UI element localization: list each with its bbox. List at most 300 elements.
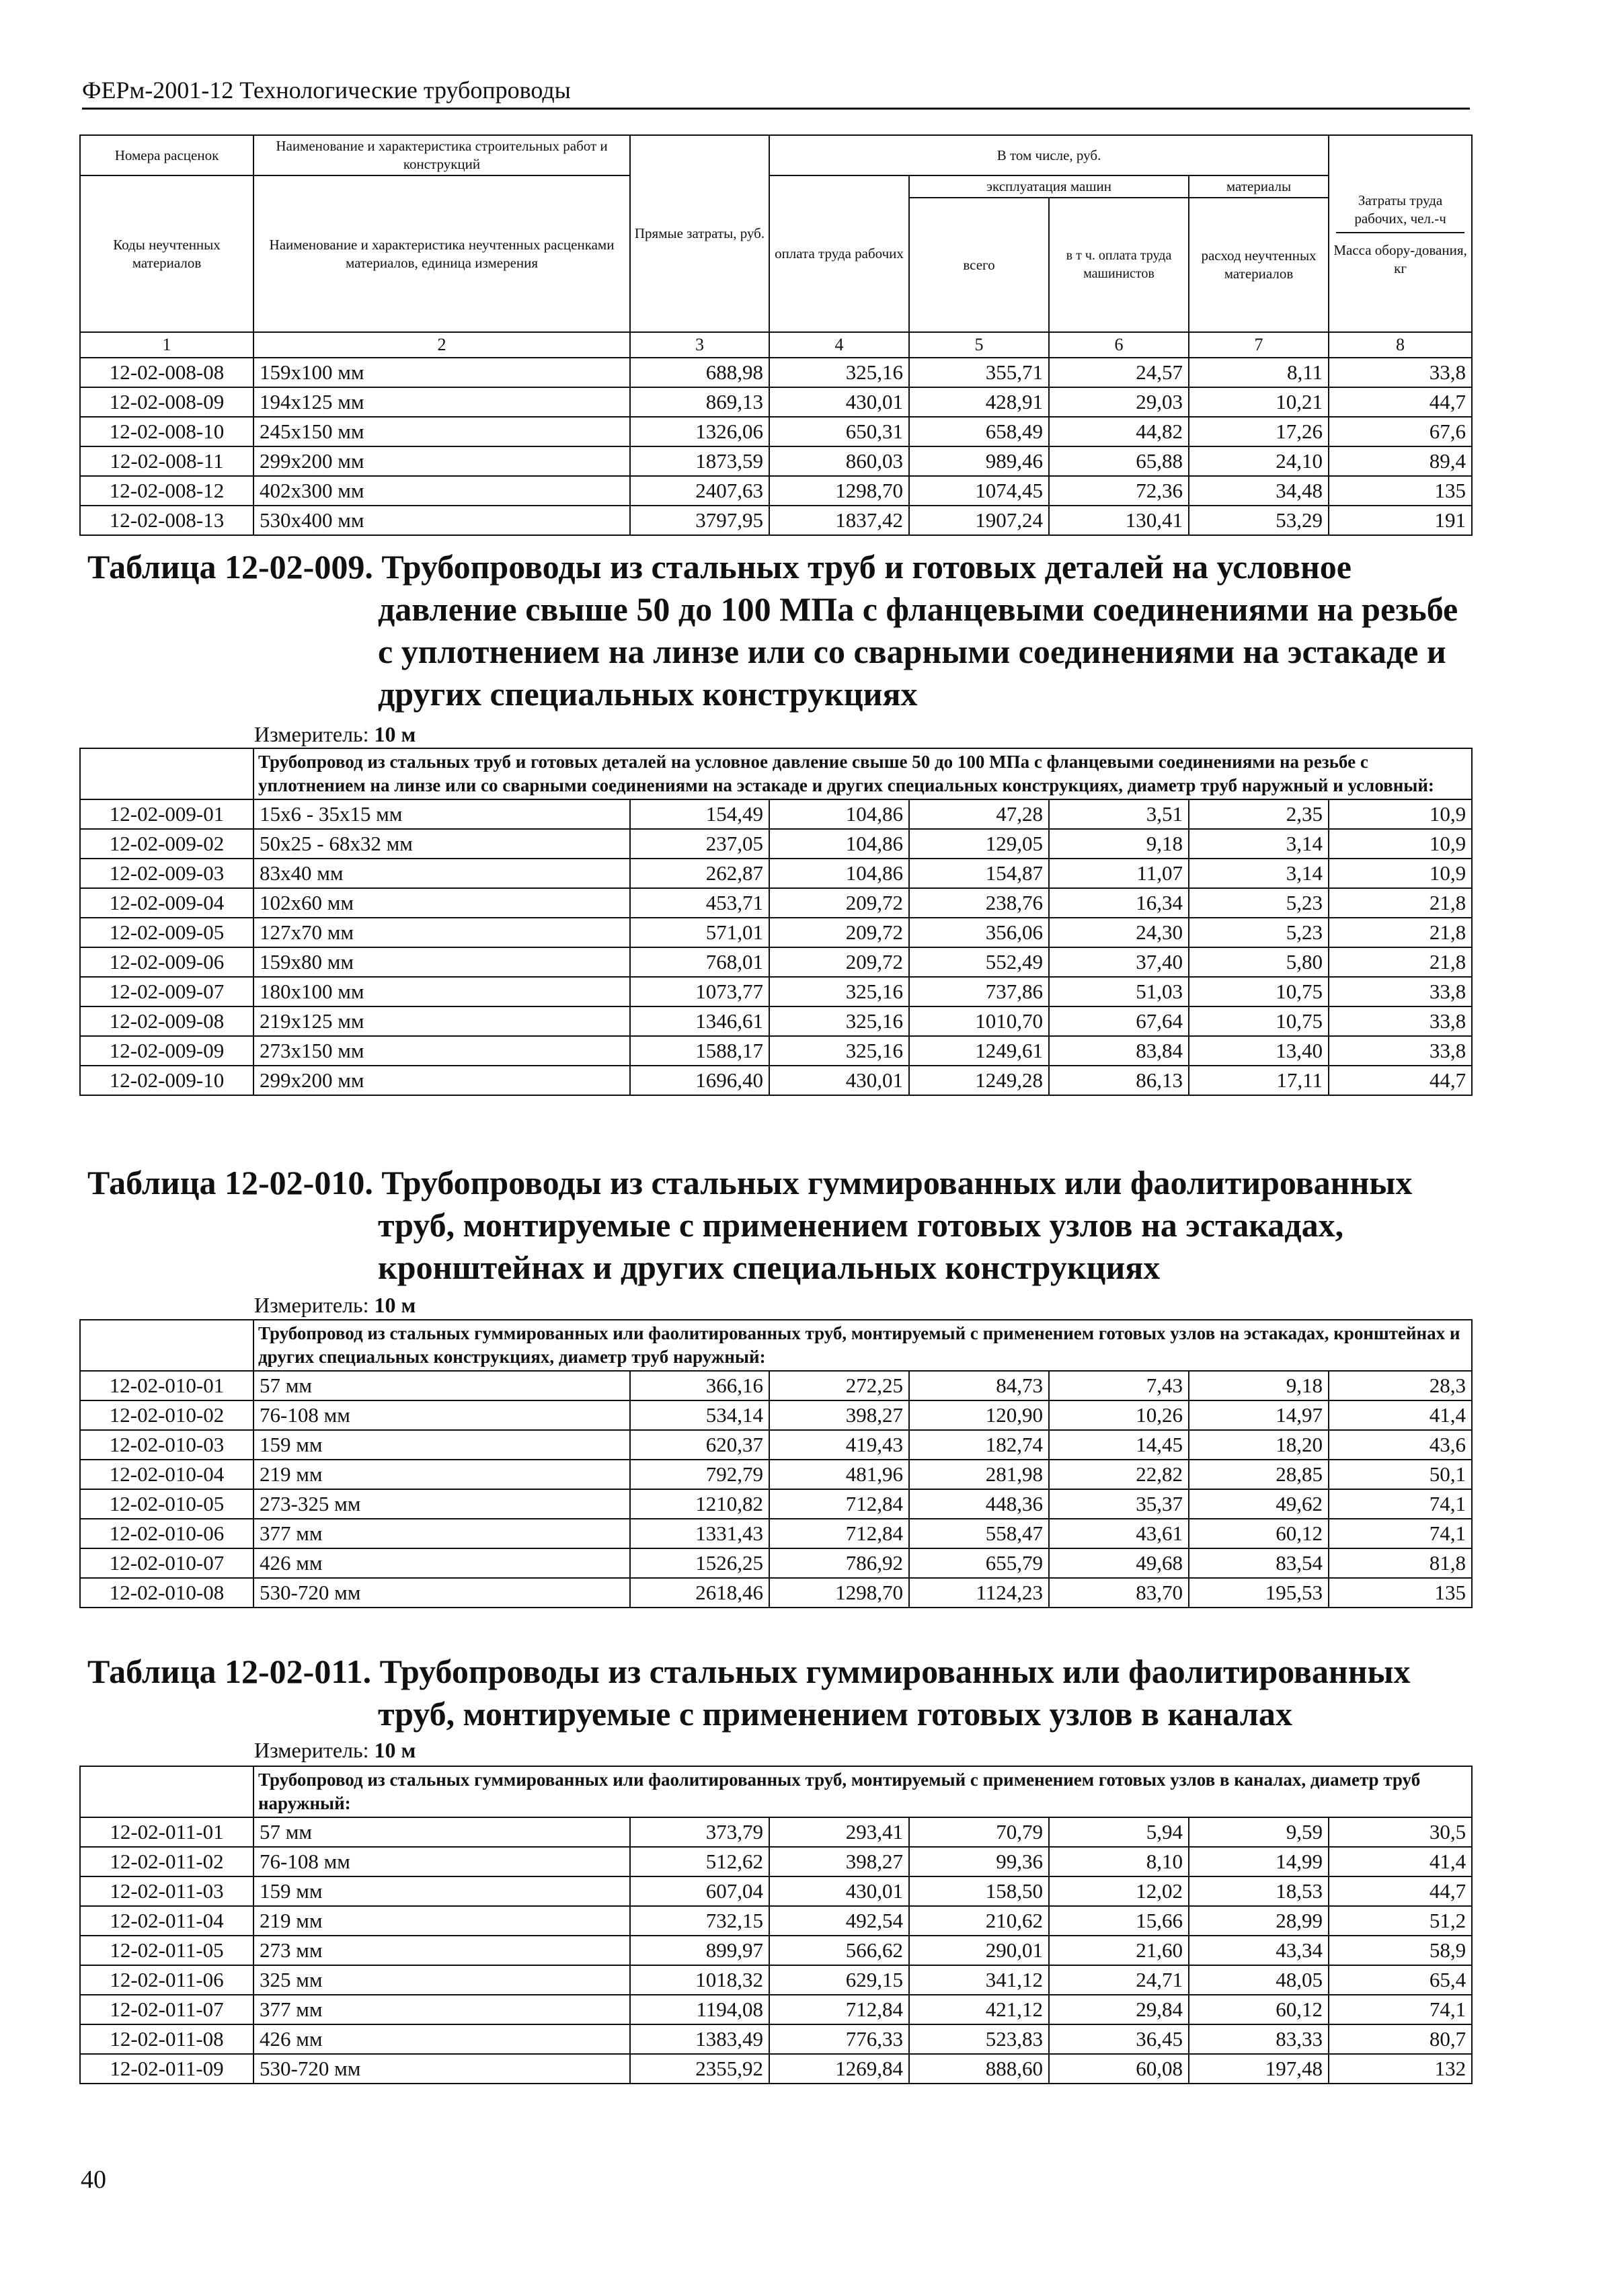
cell-code: 12-02-011-04 (80, 1906, 253, 1936)
group-description-011: Трубопровод из стальных гуммированных или фаолитированных труб, монтируемый с применением готовых узлов в каналах, диаметр труб наружный: (253, 1766, 1472, 1817)
table-body-009 (80, 799, 1472, 1095)
header-index-5: 5 (909, 332, 1049, 358)
cell-materials: 5,23 (1189, 888, 1329, 918)
cell-worker-pay: 430,01 (769, 1066, 909, 1095)
cell-machinist-pay: 29,03 (1049, 387, 1189, 417)
cell-description: 402x300 мм (253, 476, 630, 506)
cell-direct-cost: 732,15 (630, 1906, 769, 1936)
cell-worker-pay: 492,54 (769, 1906, 909, 1936)
cell-description: 194x125 мм (253, 387, 630, 417)
cell-materials: 17,26 (1189, 417, 1329, 446)
cell-worker-pay: 325,16 (769, 1036, 909, 1066)
cell-machinist-pay: 60,08 (1049, 2054, 1189, 2084)
group-description-009: Трубопровод из стальных труб и готовых деталей на условное давление свыше 50 до 100 МПа с фланцевыми соединениями на резьбе с уплотнением на линзе или со сварными соединениями на эстакаде и других специальных конструкциях, диаметр труб наружный и условный: (253, 748, 1472, 799)
table-title-lead: Таблица 12-02-009. (87, 548, 373, 586)
cell-machine-total: 1010,70 (909, 1006, 1049, 1036)
cell-machine-total: 158,50 (909, 1876, 1049, 1906)
cell-materials: 195,53 (1189, 1578, 1329, 1608)
cell-labor-mass: 41,4 (1329, 1847, 1472, 1876)
table-row (80, 799, 1472, 829)
cell-worker-pay: 325,16 (769, 358, 909, 387)
header-index-2: 2 (253, 332, 630, 358)
cell-description: 219 мм (253, 1906, 630, 1936)
cell-labor-mass: 43,6 (1329, 1430, 1472, 1460)
header-col1-bottom: Коды неучтенных материалов (80, 175, 253, 332)
cell-worker-pay: 629,15 (769, 1965, 909, 1995)
cell-direct-cost: 1018,32 (630, 1965, 769, 1995)
measure-label: Измеритель: (254, 1293, 369, 1317)
cell-machinist-pay: 51,03 (1049, 977, 1189, 1006)
cell-code: 12-02-010-05 (80, 1489, 253, 1519)
cell-direct-cost: 373,79 (630, 1817, 769, 1847)
cell-code: 12-02-008-08 (80, 358, 253, 387)
cell-direct-cost: 1873,59 (630, 446, 769, 476)
cell-code: 12-02-009-03 (80, 859, 253, 888)
table-row (80, 1817, 1472, 1847)
cell-machine-total: 1074,45 (909, 476, 1049, 506)
cell-materials: 17,11 (1189, 1066, 1329, 1095)
cell-description: 83x40 мм (253, 859, 630, 888)
cell-machine-total: 70,79 (909, 1817, 1049, 1847)
cell-description: 530x400 мм (253, 506, 630, 535)
cell-machinist-pay: 65,88 (1049, 446, 1189, 476)
cell-direct-cost: 534,14 (630, 1400, 769, 1430)
cell-labor-mass: 67,6 (1329, 417, 1472, 446)
cell-machinist-pay: 7,43 (1049, 1371, 1189, 1400)
header-index-7: 7 (1189, 332, 1329, 358)
cell-machine-total: 1124,23 (909, 1578, 1049, 1608)
measure-011 (254, 1737, 416, 1764)
cell-code: 12-02-008-09 (80, 387, 253, 417)
table-row (80, 1965, 1472, 1995)
cell-direct-cost: 1696,40 (630, 1066, 769, 1095)
cell-description: 159 мм (253, 1876, 630, 1906)
cell-code: 12-02-010-02 (80, 1400, 253, 1430)
cell-description: 76-108 мм (253, 1400, 630, 1430)
cell-worker-pay: 104,86 (769, 829, 909, 859)
cell-materials: 48,05 (1189, 1965, 1329, 1995)
cell-materials: 8,11 (1189, 358, 1329, 387)
cell-machinist-pay: 37,40 (1049, 947, 1189, 977)
cell-code: 12-02-009-07 (80, 977, 253, 1006)
cell-labor-mass: 74,1 (1329, 1489, 1472, 1519)
cell-labor-mass: 58,9 (1329, 1936, 1472, 1965)
cell-machinist-pay: 49,68 (1049, 1548, 1189, 1578)
header-col4: оплата труда рабочих (769, 175, 909, 332)
table-row (80, 1066, 1472, 1095)
header-col3: Прямые затраты, руб. (630, 135, 769, 332)
cell-description: 127x70 мм (253, 918, 630, 947)
cell-worker-pay: 860,03 (769, 446, 909, 476)
table-row (80, 1847, 1472, 1876)
cell-worker-pay: 272,25 (769, 1371, 909, 1400)
table-row (80, 977, 1472, 1006)
cell-labor-mass: 44,7 (1329, 1066, 1472, 1095)
cell-machine-total: 210,62 (909, 1906, 1049, 1936)
cell-worker-pay: 398,27 (769, 1400, 909, 1430)
cell-description: 273 мм (253, 1936, 630, 1965)
cell-materials: 18,53 (1189, 1876, 1329, 1906)
cell-labor-mass: 74,1 (1329, 1519, 1472, 1548)
cell-machinist-pay: 12,02 (1049, 1876, 1189, 1906)
cell-machine-total: 290,01 (909, 1936, 1049, 1965)
cell-materials: 3,14 (1189, 859, 1329, 888)
cell-machinist-pay: 72,36 (1049, 476, 1189, 506)
header-index-6: 6 (1049, 332, 1189, 358)
cell-direct-cost: 1346,61 (630, 1006, 769, 1036)
cell-direct-cost: 1331,43 (630, 1519, 769, 1548)
cell-machinist-pay: 35,37 (1049, 1489, 1189, 1519)
cell-worker-pay: 650,31 (769, 417, 909, 446)
cell-worker-pay: 430,01 (769, 387, 909, 417)
cell-materials: 83,33 (1189, 2024, 1329, 2054)
header-index-8: 8 (1329, 332, 1472, 358)
cell-direct-cost: 1210,82 (630, 1489, 769, 1519)
table-12-02-010 (79, 1319, 1473, 1608)
cell-direct-cost: 2407,63 (630, 476, 769, 506)
cell-machinist-pay: 5,94 (1049, 1817, 1189, 1847)
header-col7: расход неучтенных материалов (1189, 198, 1329, 332)
cell-direct-cost: 3797,95 (630, 506, 769, 535)
cell-direct-cost: 237,05 (630, 829, 769, 859)
cell-code: 12-02-009-06 (80, 947, 253, 977)
cell-machine-total: 84,73 (909, 1371, 1049, 1400)
table-title-009 (87, 546, 1473, 715)
cell-machine-total: 182,74 (909, 1430, 1049, 1460)
header-col8-top: Затраты труда рабочих, чел.-ч (1336, 190, 1464, 233)
cell-worker-pay: 712,84 (769, 1519, 909, 1548)
cell-code: 12-02-010-04 (80, 1460, 253, 1489)
cell-machinist-pay: 10,26 (1049, 1400, 1189, 1430)
cell-description: 245x150 мм (253, 417, 630, 446)
cell-materials: 28,85 (1189, 1460, 1329, 1489)
cell-worker-pay: 712,84 (769, 1489, 909, 1519)
cell-code: 12-02-011-02 (80, 1847, 253, 1876)
cell-code: 12-02-010-08 (80, 1578, 253, 1608)
cell-description: 377 мм (253, 1995, 630, 2024)
cell-code: 12-02-008-10 (80, 417, 253, 446)
cell-description: 159x80 мм (253, 947, 630, 977)
table-body-008 (80, 358, 1472, 535)
table-row (80, 1876, 1472, 1906)
table-row (80, 1995, 1472, 2024)
cell-code: 12-02-009-10 (80, 1066, 253, 1095)
cell-direct-cost: 1526,25 (630, 1548, 769, 1578)
cell-code: 12-02-011-07 (80, 1995, 253, 2024)
cell-labor-mass: 21,8 (1329, 918, 1472, 947)
cell-worker-pay: 325,16 (769, 977, 909, 1006)
cell-description: 530-720 мм (253, 2054, 630, 2084)
cell-code: 12-02-011-03 (80, 1876, 253, 1906)
cell-machinist-pay: 24,30 (1049, 918, 1189, 947)
cell-materials: 49,62 (1189, 1489, 1329, 1519)
cell-description: 219 мм (253, 1460, 630, 1489)
table-row (80, 1430, 1472, 1460)
cell-materials: 9,18 (1189, 1371, 1329, 1400)
cell-materials: 28,99 (1189, 1906, 1329, 1936)
cell-direct-cost: 2618,46 (630, 1578, 769, 1608)
cell-direct-cost: 688,98 (630, 358, 769, 387)
table-row (80, 859, 1472, 888)
cell-direct-cost: 899,97 (630, 1936, 769, 1965)
header-col2-top: Наименование и характеристика строительных работ и конструкций (253, 135, 630, 175)
cell-code: 12-02-011-01 (80, 1817, 253, 1847)
cell-materials: 83,54 (1189, 1548, 1329, 1578)
cell-direct-cost: 1326,06 (630, 417, 769, 446)
header-col8 (1329, 135, 1472, 332)
cell-machinist-pay: 22,82 (1049, 1460, 1189, 1489)
table-row (80, 1400, 1472, 1430)
cell-labor-mass: 135 (1329, 1578, 1472, 1608)
header-col1-top: Номера расценок (80, 135, 253, 175)
header-col6: в т ч. оплата труда машинистов (1049, 198, 1189, 332)
cell-labor-mass: 33,8 (1329, 358, 1472, 387)
cell-labor-mass: 10,9 (1329, 859, 1472, 888)
measure-value: 10 м (374, 1293, 416, 1317)
cell-description: 273x150 мм (253, 1036, 630, 1066)
cell-machinist-pay: 43,61 (1049, 1519, 1189, 1548)
cell-machinist-pay: 9,18 (1049, 829, 1189, 859)
cell-materials: 5,80 (1189, 947, 1329, 977)
cell-worker-pay: 209,72 (769, 888, 909, 918)
cell-description: 299x200 мм (253, 1066, 630, 1095)
table-row (80, 1578, 1472, 1608)
cell-machinist-pay: 3,51 (1049, 799, 1189, 829)
cell-machinist-pay: 21,60 (1049, 1936, 1189, 1965)
cell-labor-mass: 30,5 (1329, 1817, 1472, 1847)
cell-worker-pay: 481,96 (769, 1460, 909, 1489)
table-row (80, 506, 1472, 535)
cell-description: 426 мм (253, 1548, 630, 1578)
cell-direct-cost: 792,79 (630, 1460, 769, 1489)
cell-machine-total: 448,36 (909, 1489, 1049, 1519)
cell-code: 12-02-011-09 (80, 2054, 253, 2084)
cell-direct-cost: 262,87 (630, 859, 769, 888)
cell-machinist-pay: 67,64 (1049, 1006, 1189, 1036)
cell-worker-pay: 419,43 (769, 1430, 909, 1460)
cell-machine-total: 552,49 (909, 947, 1049, 977)
table-body-011 (80, 1817, 1472, 2084)
cell-machinist-pay: 36,45 (1049, 2024, 1189, 2054)
table-title-rest: труб, монтируемые с применением готовых узлов на эстакадах, кронштейнах и других специальных конструкциях (378, 1206, 1344, 1286)
cell-machine-total: 888,60 (909, 2054, 1049, 2084)
table-title-lead: Таблица 12-02-010. (87, 1164, 373, 1201)
cell-materials: 53,29 (1189, 506, 1329, 535)
table-title-first: Трубопроводы из стальных труб и готовых деталей на условное (381, 548, 1352, 586)
table-title-first: Трубопроводы из стальных гуммированных или фаолитированных (381, 1164, 1413, 1201)
header-index-1: 1 (80, 332, 253, 358)
page-header: ФЕРм-2001-12 Технологические трубопроводы (82, 75, 1470, 110)
table-title-010 (87, 1162, 1473, 1289)
cell-code: 12-02-010-01 (80, 1371, 253, 1400)
cell-worker-pay: 786,92 (769, 1548, 909, 1578)
cell-code: 12-02-011-08 (80, 2024, 253, 2054)
cell-machine-total: 154,87 (909, 859, 1049, 888)
cell-description: 159x100 мм (253, 358, 630, 387)
cell-machine-total: 658,49 (909, 417, 1049, 446)
cell-machine-total: 1249,28 (909, 1066, 1049, 1095)
cell-labor-mass: 74,1 (1329, 1995, 1472, 2024)
table-title-first: Трубопроводы из стальных гуммированных или фаолитированных (379, 1653, 1411, 1690)
cell-materials: 34,48 (1189, 476, 1329, 506)
cell-machinist-pay: 83,84 (1049, 1036, 1189, 1066)
table-row (80, 888, 1472, 918)
cell-worker-pay: 325,16 (769, 1006, 909, 1036)
cell-direct-cost: 1383,49 (630, 2024, 769, 2054)
cell-description: 50x25 - 68x32 мм (253, 829, 630, 859)
cell-worker-pay: 1269,84 (769, 2054, 909, 2084)
cell-description: 76-108 мм (253, 1847, 630, 1876)
cell-machinist-pay: 24,57 (1049, 358, 1189, 387)
table-row (80, 1906, 1472, 1936)
cell-worker-pay: 398,27 (769, 1847, 909, 1876)
table-body-010 (80, 1371, 1472, 1608)
cell-direct-cost: 620,37 (630, 1430, 769, 1460)
table-12-02-008 (79, 134, 1473, 536)
table-row (80, 2024, 1472, 2054)
cell-machine-total: 355,71 (909, 358, 1049, 387)
cell-code: 12-02-011-05 (80, 1936, 253, 1965)
table-row (80, 387, 1472, 417)
header-materials-group: материалы (1189, 175, 1329, 198)
cell-description: 299x200 мм (253, 446, 630, 476)
table-row (80, 1489, 1472, 1519)
group-blank (80, 748, 253, 799)
cell-machine-total: 558,47 (909, 1519, 1049, 1548)
cell-labor-mass: 41,4 (1329, 1400, 1472, 1430)
cell-direct-cost: 768,01 (630, 947, 769, 977)
cell-description: 102x60 мм (253, 888, 630, 918)
cell-materials: 60,12 (1189, 1519, 1329, 1548)
cell-labor-mass: 65,4 (1329, 1965, 1472, 1995)
cell-direct-cost: 154,49 (630, 799, 769, 829)
cell-labor-mass: 33,8 (1329, 1006, 1472, 1036)
cell-worker-pay: 1837,42 (769, 506, 909, 535)
cell-machine-total: 238,76 (909, 888, 1049, 918)
cell-materials: 60,12 (1189, 1995, 1329, 2024)
cell-machinist-pay: 44,82 (1049, 417, 1189, 446)
table-row (80, 947, 1472, 977)
cell-description: 377 мм (253, 1519, 630, 1548)
table-12-02-011 (79, 1766, 1473, 2084)
cell-machine-total: 281,98 (909, 1460, 1049, 1489)
cell-machinist-pay: 29,84 (1049, 1995, 1189, 2024)
cell-machine-total: 421,12 (909, 1995, 1049, 2024)
cell-labor-mass: 191 (1329, 506, 1472, 535)
cell-machinist-pay: 8,10 (1049, 1847, 1189, 1876)
cell-description: 426 мм (253, 2024, 630, 2054)
cell-labor-mass: 28,3 (1329, 1371, 1472, 1400)
cell-machinist-pay: 83,70 (1049, 1578, 1189, 1608)
cell-machine-total: 356,06 (909, 918, 1049, 947)
cell-machinist-pay: 16,34 (1049, 888, 1189, 918)
cell-worker-pay: 104,86 (769, 799, 909, 829)
cell-direct-cost: 1194,08 (630, 1995, 769, 2024)
cell-machine-total: 99,36 (909, 1847, 1049, 1876)
cell-description: 180x100 мм (253, 977, 630, 1006)
cell-direct-cost: 2355,92 (630, 2054, 769, 2084)
cell-machine-total: 655,79 (909, 1548, 1049, 1578)
cell-materials: 10,21 (1189, 387, 1329, 417)
header-col5: всего (909, 198, 1049, 332)
table-12-02-009 (79, 748, 1473, 1096)
table-row (80, 1460, 1472, 1489)
cell-code: 12-02-008-12 (80, 476, 253, 506)
cell-machinist-pay: 14,45 (1049, 1430, 1189, 1460)
cell-labor-mass: 81,8 (1329, 1548, 1472, 1578)
measure-value: 10 м (374, 1738, 416, 1762)
header-in-total: В том числе, руб. (769, 135, 1329, 175)
cell-materials: 43,34 (1189, 1936, 1329, 1965)
header-col2-bottom: Наименование и характеристика неучтенных расценками материалов, единица измерения (253, 175, 630, 332)
cell-code: 12-02-009-01 (80, 799, 253, 829)
cell-direct-cost: 1588,17 (630, 1036, 769, 1066)
cell-materials: 2,35 (1189, 799, 1329, 829)
table-row (80, 2054, 1472, 2084)
cell-materials: 14,97 (1189, 1400, 1329, 1430)
header-col8-bottom: Масса обору-дования, кг (1333, 241, 1467, 276)
cell-labor-mass: 44,7 (1329, 1876, 1472, 1906)
cell-materials: 13,40 (1189, 1036, 1329, 1066)
cell-labor-mass: 80,7 (1329, 2024, 1472, 2054)
cell-machine-total: 120,90 (909, 1400, 1049, 1430)
cell-worker-pay: 776,33 (769, 2024, 909, 2054)
cell-description: 57 мм (253, 1371, 630, 1400)
cell-labor-mass: 132 (1329, 2054, 1472, 2084)
cell-direct-cost: 453,71 (630, 888, 769, 918)
cell-description: 273-325 мм (253, 1489, 630, 1519)
table-row (80, 476, 1472, 506)
cell-description: 530-720 мм (253, 1578, 630, 1608)
cell-direct-cost: 512,62 (630, 1847, 769, 1876)
cell-description: 57 мм (253, 1817, 630, 1847)
cell-machinist-pay: 24,71 (1049, 1965, 1189, 1995)
header-index-3: 3 (630, 332, 769, 358)
cell-worker-pay: 104,86 (769, 859, 909, 888)
table-row (80, 918, 1472, 947)
cell-machine-total: 523,83 (909, 2024, 1049, 2054)
cell-machine-total: 341,12 (909, 1965, 1049, 1995)
cell-worker-pay: 1298,70 (769, 476, 909, 506)
cell-materials: 10,75 (1189, 977, 1329, 1006)
cell-machine-total: 989,46 (909, 446, 1049, 476)
cell-labor-mass: 10,9 (1329, 799, 1472, 829)
header-machine-group: эксплуатация машин (909, 175, 1189, 198)
cell-materials: 14,99 (1189, 1847, 1329, 1876)
cell-worker-pay: 430,01 (769, 1876, 909, 1906)
table-row (80, 1936, 1472, 1965)
cell-direct-cost: 1073,77 (630, 977, 769, 1006)
cell-description: 15x6 - 35x15 мм (253, 799, 630, 829)
header-index-4: 4 (769, 332, 909, 358)
measure-value: 10 м (374, 722, 416, 746)
group-blank (80, 1766, 253, 1817)
cell-direct-cost: 571,01 (630, 918, 769, 947)
cell-description: 219x125 мм (253, 1006, 630, 1036)
table-row (80, 446, 1472, 476)
cell-worker-pay: 712,84 (769, 1995, 909, 2024)
table-title-rest: давление свыше 50 до 100 МПа с фланцевыми соединениями на резьбе с уплотнением на линзе или со сварными соединениями на эстакаде и других специальных конструкциях (378, 590, 1458, 713)
table-title-lead: Таблица 12-02-011. (87, 1653, 372, 1690)
cell-worker-pay: 566,62 (769, 1936, 909, 1965)
cell-code: 12-02-011-06 (80, 1965, 253, 1995)
cell-materials: 24,10 (1189, 446, 1329, 476)
cell-machinist-pay: 11,07 (1049, 859, 1189, 888)
cell-machine-total: 737,86 (909, 977, 1049, 1006)
cell-code: 12-02-010-03 (80, 1430, 253, 1460)
cell-direct-cost: 869,13 (630, 387, 769, 417)
cell-machine-total: 129,05 (909, 829, 1049, 859)
